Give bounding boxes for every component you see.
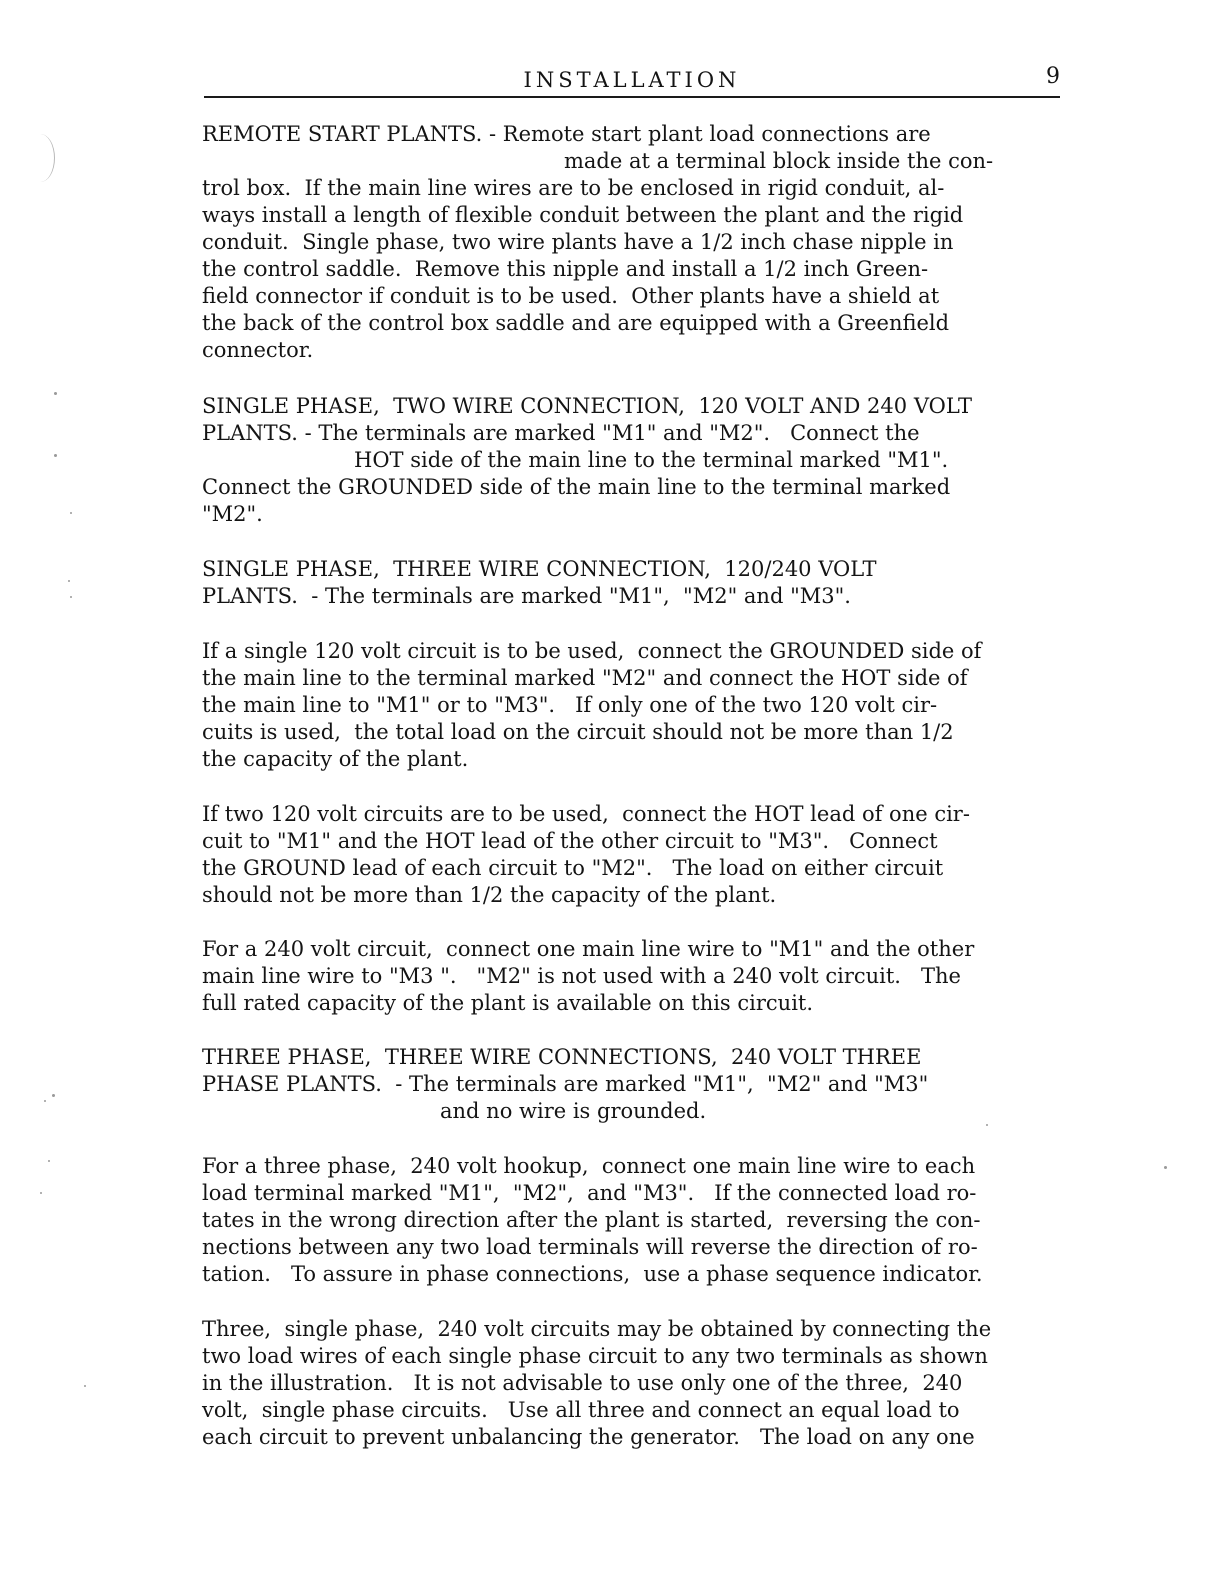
paragraph-two-120-circuits	[202, 801, 1092, 909]
paragraph-single-120-circuit	[202, 638, 1092, 773]
text-line: field connector if conduit is to be used. Other plants have a shield at	[202, 284, 940, 308]
text-line: THREE PHASE, THREE WIRE CONNECTIONS, 240 VOLT THREE	[202, 1045, 922, 1069]
paragraph-remote-start	[202, 121, 1092, 364]
text-line: cuits is used, the total load on the circuit should not be more than 1/2	[202, 720, 954, 744]
text-line: load terminal marked "M1", "M2", and "M3". If the connected load ro-	[202, 1181, 977, 1205]
paragraph-single-two-wire	[202, 393, 1092, 528]
text-line: and no wire is grounded.	[440, 1099, 707, 1123]
text-line: the main line to the terminal marked "M2" and connect the HOT side of	[202, 666, 968, 690]
text-line: Connect the GROUNDED side of the main line to the terminal marked	[202, 475, 951, 499]
paragraph-three-single-phase	[202, 1316, 1092, 1451]
page-number: 9	[1046, 64, 1060, 89]
scan-speck	[48, 1160, 50, 1162]
paragraph-three-phase-hookup	[202, 1153, 1092, 1288]
paragraph-three-phase	[202, 1044, 1092, 1125]
scan-speck	[54, 392, 57, 395]
text-line: the capacity of the plant.	[202, 747, 469, 771]
paragraph-240-circuit	[202, 936, 1092, 1017]
text-line: should not be more than 1/2 the capacity of the plant.	[202, 883, 777, 907]
text-line: main line wire to "M3 ". "M2" is not used with a 240 volt circuit. The	[202, 964, 961, 988]
scan-mark	[26, 134, 55, 182]
text-line: PLANTS. - The terminals are marked "M1", "M2" and "M3".	[202, 584, 851, 608]
text-line: the control saddle. Remove this nipple and install a 1/2 inch Green-	[202, 257, 929, 281]
text-line: made at a terminal block inside the con-	[564, 149, 994, 173]
scan-speck	[44, 1100, 46, 1102]
text-line: If two 120 volt circuits are to be used, connect the HOT lead of one cir-	[202, 802, 970, 826]
text-line: "M2".	[202, 502, 263, 526]
text-line: the main line to "M1" or to "M3". If only one of the two 120 volt cir-	[202, 693, 938, 717]
text-line: two load wires of each single phase circuit to any two terminals as shown	[202, 1344, 988, 1368]
text-line: trol box. If the main line wires are to be enclosed in rigid conduit, al-	[202, 176, 945, 200]
scan-speck	[84, 1385, 86, 1387]
text-line: connector.	[202, 338, 314, 362]
text-line: SINGLE PHASE, THREE WIRE CONNECTION, 120/240 VOLT	[202, 557, 877, 581]
text-line: Three, single phase, 240 volt circuits may be obtained by connecting the	[202, 1317, 992, 1341]
text-line: volt, single phase circuits. Use all three and connect an equal load to	[202, 1398, 960, 1422]
text-line: in the illustration. It is not advisable to use only one of the three, 240	[202, 1371, 963, 1395]
scan-speck	[54, 454, 57, 457]
text-line: If a single 120 volt circuit is to be used, connect the GROUNDED side of	[202, 639, 982, 663]
text-line: SINGLE PHASE, TWO WIRE CONNECTION, 120 VOLT AND 240 VOLT	[202, 394, 973, 418]
text-line: tation. To assure in phase connections, use a phase sequence indicator.	[202, 1262, 983, 1286]
text-line: full rated capacity of the plant is available on this circuit.	[202, 991, 814, 1015]
text-line: conduit. Single phase, two wire plants have a 1/2 inch chase nipple in	[202, 230, 954, 254]
text-line: cuit to "M1" and the HOT lead of the other circuit to "M3". Connect	[202, 829, 938, 853]
text-line: For a three phase, 240 volt hookup, connect one main line wire to each	[202, 1154, 976, 1178]
scan-speck	[986, 1124, 988, 1126]
scan-speck	[68, 580, 70, 582]
scan-speck	[52, 1094, 55, 1097]
text-line: ways install a length of flexible conduit between the plant and the rigid	[202, 203, 964, 227]
text-line: PHASE PLANTS. - The terminals are marked "M1", "M2" and "M3"	[202, 1072, 929, 1096]
text-line: HOT side of the main line to the terminal marked "M1".	[354, 448, 949, 472]
text-line: PLANTS. - The terminals are marked "M1" and "M2". Connect the	[202, 421, 920, 445]
text-line: REMOTE START PLANTS. - Remote start plant load connections are	[202, 122, 931, 146]
text-line: the GROUND lead of each circuit to "M2". The load on either circuit	[202, 856, 944, 880]
text-line: nections between any two load terminals will reverse the direction of ro-	[202, 1235, 978, 1259]
text-line: each circuit to prevent unbalancing the generator. The load on any one	[202, 1425, 975, 1449]
paragraph-single-three-wire	[202, 556, 1092, 610]
scan-speck	[40, 1192, 42, 1194]
scan-speck	[1164, 1166, 1167, 1169]
scan-speck	[70, 596, 72, 598]
text-line: For a 240 volt circuit, connect one main line wire to "M1" and the other	[202, 937, 975, 961]
running-header	[204, 64, 1060, 98]
text-line: tates in the wrong direction after the plant is started, reversing the con-	[202, 1208, 981, 1232]
header-title: INSTALLATION	[523, 68, 741, 92]
scan-speck	[70, 512, 72, 514]
text-line: the back of the control box saddle and are equipped with a Greenfield	[202, 311, 950, 335]
